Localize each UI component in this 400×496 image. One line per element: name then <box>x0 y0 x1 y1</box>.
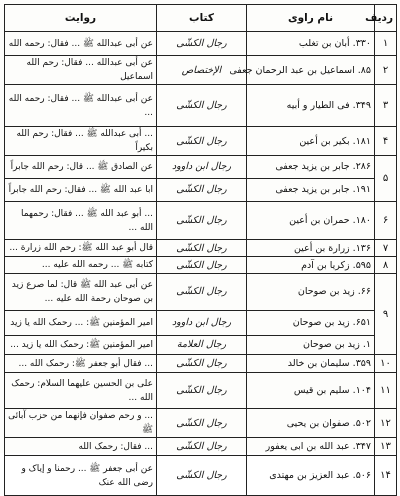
narrator-name: ۱۸۱. بکیر بن أعین <box>247 127 375 156</box>
narrator-name: ۶۵۱. زید بن صوحان <box>292 317 371 328</box>
book-title: رجال العلامة <box>176 339 227 350</box>
table-row <box>5 274 397 355</box>
narration-text: عن أبی عبدالله ﷺ ... فقال: رحمه الله ... <box>5 85 157 127</box>
narration-text: عن أبی جعفر ﷺ ... رحمنا و إیاک و رضی الله عنک <box>5 456 157 496</box>
narration-text: امیر المؤمنین ﷺ: ... رحمک الله یا زید <box>10 318 153 328</box>
table-row <box>5 202 397 240</box>
narrator-name: ۳۴۷. عبد الله بن ابی یعفور <box>247 438 375 456</box>
narrator-name: ۲۸۶. جابر بن یزید جعفی <box>275 161 371 172</box>
narration-text: ابا عبد الله ﷺ ... فقال: رحم الله جابراً <box>8 185 153 195</box>
narration-text: عن أبی عبد الله ﷺ قال: لما صرع زید بن صوحان رحمة الله علیه ... <box>11 280 153 304</box>
row-number: ۱۴ <box>375 456 397 496</box>
book-title: رجال الکشّی <box>157 355 247 373</box>
narrator-name: ۱۹۱. جابر بن یزید جعفی <box>275 184 371 195</box>
table-row <box>5 456 397 496</box>
table-row <box>5 127 397 156</box>
narrator-name: ۱۳۶. زرارة بن أعین <box>247 240 375 257</box>
narration-text: ... و رحم صفوان فإنهما من حزب آبائی ﷺ <box>5 409 157 438</box>
row-number: ۱۱ <box>375 373 397 409</box>
book-title: رجال ابن داوود <box>171 317 232 328</box>
table-row <box>5 56 397 85</box>
book-title: رجال الکشّی <box>157 456 247 496</box>
row-number: ۴ <box>375 127 397 156</box>
book-title: رجال الکشّی <box>157 373 247 409</box>
book-title: رجال الکشّی <box>157 85 247 127</box>
book-title: رجال الکشّی <box>157 257 247 274</box>
narration-text: ... فقال: رحمک الله <box>5 438 157 456</box>
narration-text: عن الصادق ﷺ ... قال: رحم الله جابراً <box>10 162 153 172</box>
row-number: ۱۳ <box>375 438 397 456</box>
narration-text: ... فقال أبو جعفر ﷺ: رحمک الله ... <box>5 355 157 373</box>
book-title-group <box>157 274 247 355</box>
narrator-name: ۶۶. زید بن صوحان <box>297 286 371 297</box>
book-title: رجال الکشّی <box>176 184 227 195</box>
table-header-row <box>5 5 397 32</box>
table-row <box>5 373 397 409</box>
header-narration: روایت <box>5 5 157 32</box>
narrator-name-group <box>247 274 375 355</box>
narration-text: ... أبو عبد الله ﷺ ... فقال: رحمهما الله ... <box>5 202 157 240</box>
narration-group <box>5 274 157 355</box>
book-title: الإختصاص <box>157 56 247 85</box>
narrator-name: ۸۵. اسماعیل بن عبد الرحمان جعفی <box>247 56 375 85</box>
row-number: ۷ <box>375 240 397 257</box>
row-number: ۱ <box>375 32 397 56</box>
row-number: ۸ <box>375 257 397 274</box>
table-row <box>5 355 397 373</box>
book-title: رجال الکشّی <box>157 438 247 456</box>
narration-text: قال أبو عبد الله ﷺ: رحم الله زرارة ... <box>5 240 157 257</box>
narration-text: عن أبی عبدالله ... فقال: رحم الله اسماعیل <box>5 56 157 85</box>
narrator-name: ۳۴۹. فی الطیار و أبیه <box>247 85 375 127</box>
narrator-name: ۵۰۲. صفوان بن یحیی <box>247 409 375 438</box>
book-title: رجال الکشّی <box>157 32 247 56</box>
narrator-name-group <box>247 156 375 202</box>
table-row <box>5 32 397 56</box>
book-title-group <box>157 156 247 202</box>
narration-text: امیر المؤمنین ﷺ: رحمک الله یا زید ... <box>10 340 153 350</box>
row-number: ۱۲ <box>375 409 397 438</box>
narrators-table <box>4 4 397 496</box>
table-row <box>5 409 397 438</box>
table-row <box>5 438 397 456</box>
narration-text: عن أبی عبدالله ﷺ ... فقال: رحمه الله <box>5 32 157 56</box>
table-row <box>5 85 397 127</box>
book-title: رجال الکشّی <box>176 286 227 297</box>
narration-text: کتابه ﷺ ... رحمه الله علیه ... <box>5 257 157 274</box>
header-row-number: ردیف <box>375 5 397 32</box>
book-title: رجال الکشّی <box>157 240 247 257</box>
row-number: ۹ <box>375 274 397 355</box>
row-number: ۵ <box>375 156 397 202</box>
narrator-name: ۱. زید بن صوحان <box>302 339 371 350</box>
table-row <box>5 257 397 274</box>
narrator-name: ۱۰۴. سلیم بن قیس <box>247 373 375 409</box>
book-title: رجال الکشّی <box>157 202 247 240</box>
row-number: ۱۰ <box>375 355 397 373</box>
narrator-name: ۳۵۹. سلیمان بن خالد <box>247 355 375 373</box>
book-title: رجال الکشّی <box>157 409 247 438</box>
book-title: رجال الکشّی <box>157 127 247 156</box>
narrator-name: ۱۸۰. حمران بن أعین <box>247 202 375 240</box>
table-row <box>5 156 397 202</box>
narration-group <box>5 156 157 202</box>
row-number: ۲ <box>375 56 397 85</box>
row-number: ۶ <box>375 202 397 240</box>
table-row <box>5 240 397 257</box>
narrator-name: ۵۰۶. عبد العزیز بن مهتدی <box>247 456 375 496</box>
narration-text: علی بن الحسین علیهما السلام: رحمک الله ... <box>5 373 157 409</box>
book-title: رجال ابن داوود <box>171 161 232 172</box>
header-book: کتاب <box>157 5 247 32</box>
header-narrator-name: نام راوی <box>247 5 375 32</box>
narration-text: ... أبی عبدالله ﷺ ... فقال: رحم الله بکیراً <box>5 127 157 156</box>
narrator-name: ۵۹۵. زکریا بن آدم <box>247 257 375 274</box>
narrator-name: ۳۳۰. أبان بن تغلب <box>247 32 375 56</box>
row-number: ۳ <box>375 85 397 127</box>
